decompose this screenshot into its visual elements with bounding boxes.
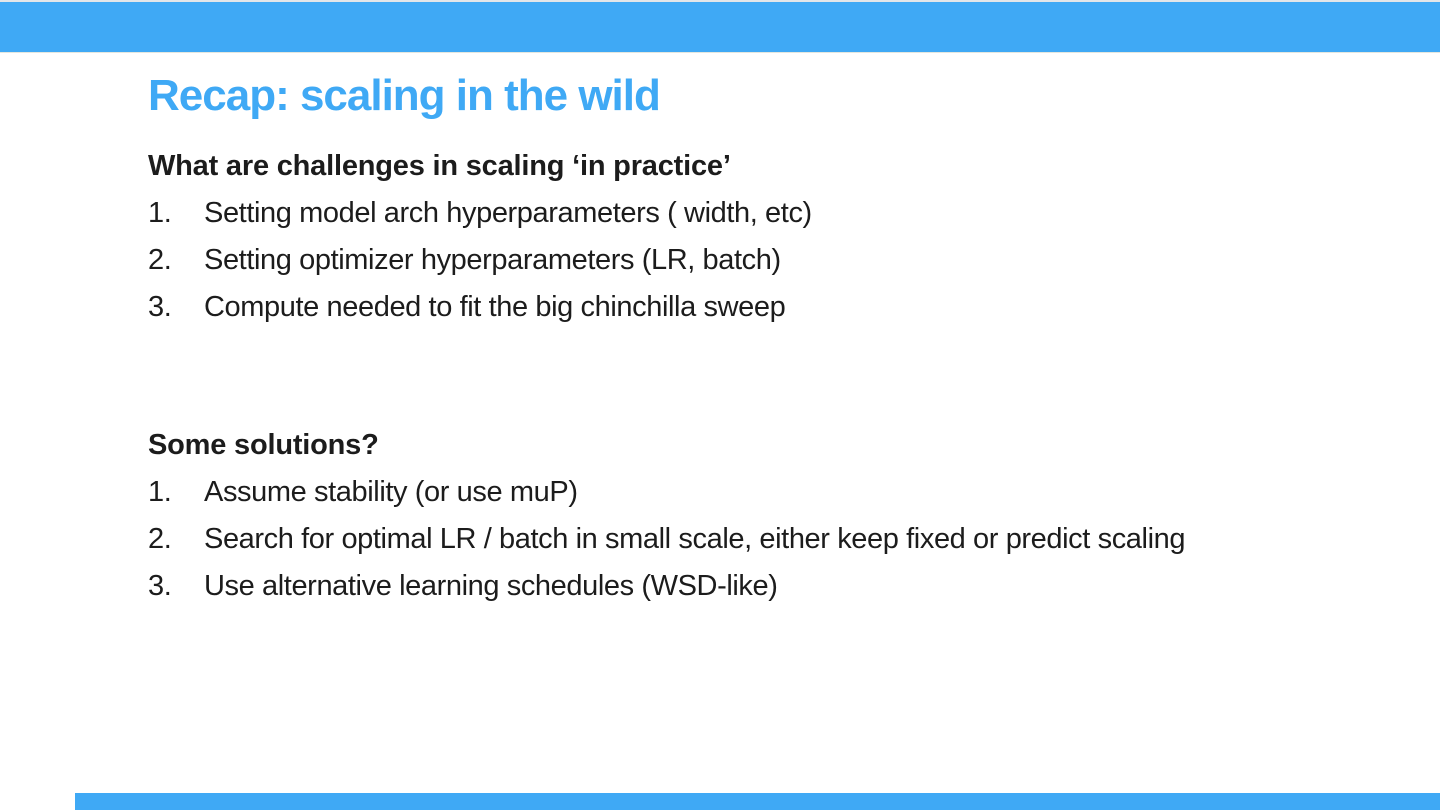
list-item-number: 2.	[148, 523, 172, 555]
list-item-text: Setting model arch hyperparameters ( width, etc)	[204, 197, 812, 229]
section-challenges	[148, 143, 812, 331]
bottom-accent-bar	[75, 793, 1440, 810]
list-item	[148, 516, 1185, 563]
list-item-number: 1.	[148, 197, 172, 229]
list-item	[148, 190, 812, 237]
challenges-list	[148, 190, 812, 331]
list-item-text: Use alternative learning schedules (WSD-like)	[204, 570, 778, 602]
slide-title: Recap: scaling in the wild	[148, 71, 660, 120]
section-challenges-heading: What are challenges in scaling ‘in practice’	[148, 150, 731, 182]
top-accent-bar	[0, 2, 1440, 53]
list-item	[148, 469, 1185, 516]
section-solutions	[148, 422, 1185, 610]
section-solutions-heading: Some solutions?	[148, 429, 379, 461]
list-item-number: 3.	[148, 570, 172, 602]
list-item-text: Compute needed to fit the big chinchilla sweep	[204, 291, 786, 323]
list-item	[148, 563, 1185, 610]
list-item-text: Setting optimizer hyperparameters (LR, batch)	[204, 244, 781, 276]
list-item-number: 1.	[148, 476, 172, 508]
solutions-list	[148, 469, 1185, 610]
list-item	[148, 237, 812, 284]
list-item-text: Assume stability (or use muP)	[204, 476, 578, 508]
list-item-number: 2.	[148, 244, 172, 276]
list-item-text: Search for optimal LR / batch in small scale, either keep fixed or predict scaling	[204, 523, 1186, 555]
list-item-number: 3.	[148, 291, 172, 323]
list-item	[148, 284, 812, 331]
